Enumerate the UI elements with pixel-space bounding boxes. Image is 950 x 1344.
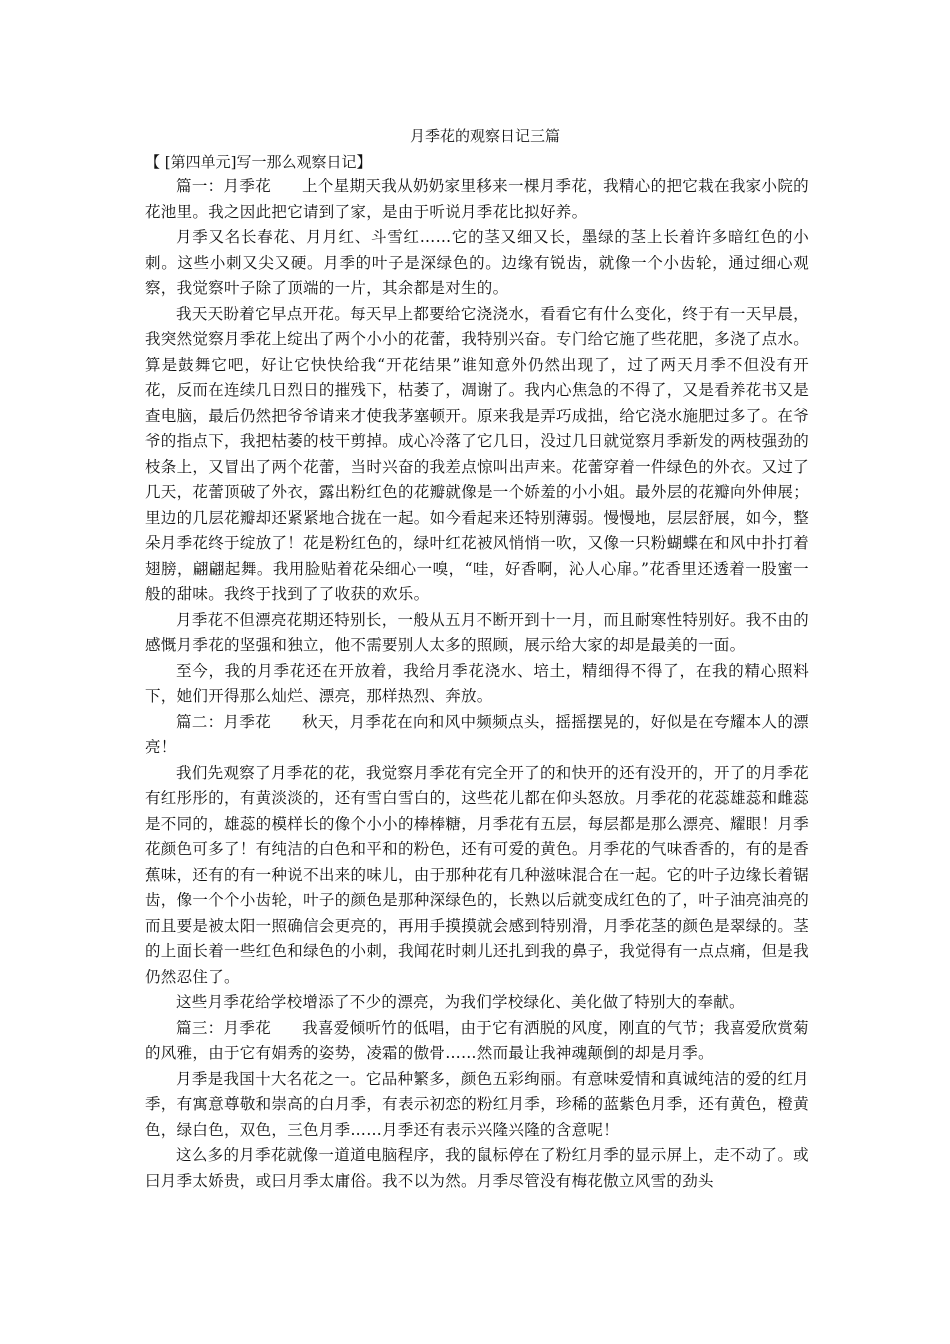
body-paragraph [145,608,809,659]
body-paragraph [145,302,809,608]
body-paragraph [145,990,809,1016]
body-paragraph [145,1067,809,1144]
paragraph-text: 月季是我国十大名花之一。它品种繁多，颜色五彩绚丽。有意味爱情和真诚纯洁的爱的红月季，有寓意尊敬和崇高的白月季，有表示初恋的粉红月季，珍稀的蓝紫色月季，还有黄色，橙黄色，绿白色，双色，三色月季……月季还有表示兴隆兴隆的含意呢！ [145,1069,809,1139]
paragraph-text: 我喜爱倾听竹的低唱，由于它有洒脱的风度，刚直的气节；我喜爱欣赏菊的风雅，由于它有娟秀的姿势，凌霜的傲骨……然而最让我神魂颠倒的却是月季。 [145,1018,809,1062]
paragraph-text: 上个星期天我从奶奶家里移来一棵月季花，我精心的把它栽在我家小院的花池里。我之因此把它请到了家，是由于听说月季花比拟好养。 [145,177,809,221]
paragraph-text: 秋天，月季花在向和风中频频点头，摇摇摆晃的，好似是在夸耀本人的漂亮！ [145,712,809,756]
paragraph-text: 我天天盼着它早点开花。每天早上都要给它浇浇水，看看它有什么变化，终于有一天早晨，我突然觉察月季花上绽出了两个小小的花蕾，我特别兴奋。专门给它施了些花肥，多浇了点水。算是鼓舞它吧，好让它快快给我“开花结果”谁知意外仍然出现了，过了两天月季不但没有开花，反而在连续几日烈日的摧残下，枯萎了，凋谢了。我内心焦急的不得了，又是看养花书又是查电脑，最后仍然把爷爷请来才使我茅塞顿开。原来我是弄巧成拙，给它浇水施肥过多了。在爷爷的指点下，我把枯萎的枝干剪掉。成心冷落了它几日，没过几日就觉察月季新发的两枝强劲的枝条上，又冒出了两个花蕾，当时兴奋的我差点惊叫出声来。花蕾穿着一件绿色的外衣。又过了几天，花蕾顶破了外衣，露出粉红色的花瓣就像是一个娇羞的小小姐。最外层的花瓣向外伸展；里边的几层花瓣却还紧紧地合拢在一起。如今看起来还特别薄弱。慢慢地，层层舒展，如今，整朵月季花终于绽放了！花是粉红色的，绿叶红花被风悄悄一吹，又像一只粉蝴蝶在和风中扑打着翅膀，翩翩起舞。我用脸贴着花朵细心一嗅，“哇，好香啊，沁人心扉。”花香里还透着一股蜜一般的甜味。我终于找到了了收获的欢乐。 [145,304,809,603]
chapter-heading: 篇三：月季花 [176,1018,272,1037]
paragraph-list [145,174,809,1194]
body-paragraph [145,225,809,302]
paragraph-text: 月季又名长春花、月月红、斗雪红……它的茎又细又长，墨绿的茎上长着许多暗红色的小刺。这些小刺又尖又硬。月季的叶子是深绿色的。边缘有锐齿，就像一个小齿轮，通过细心观察，我觉察叶子除了顶端的一片，其余都是对生的。 [145,228,809,297]
body-paragraph [145,1016,809,1067]
document-title: 月季花的观察日记三篇 [409,127,560,145]
body-paragraph [145,659,809,710]
paragraph-text: 至今，我的月季花还在开放着，我给月季花浇水、培土，精细得不得了，在我的精心照料下，她们开得那么灿烂、漂亮，那样热烈、奔放。 [145,661,809,705]
body-paragraph [145,710,809,761]
chapter-heading: 篇二：月季花 [176,712,272,731]
paragraph-text: 我们先观察了月季花的花，我觉察月季花有完全开了的和快开的还有没开的，开了的月季花有红彤彤的，有黄淡淡的，还有雪白雪白的，这些花儿都在仰头怒放。月季花的花蕊雄蕊和雌蕊是不同的，雄蕊的模样长的像个小小的棒棒糖，月季花有五层，每层都是那么漂亮、耀眼！月季花颜色可多了！有纯洁的白色和平和的粉色，还有可爱的黄色。月季花的气味香香的，有的是香蕉味，还有的有一种说不出来的味儿，由于那种花有几种滋味混合在一起。它的叶子边缘长着锯齿，像一个个小齿轮，叶子的颜色是那种深绿色的，长熟以后就变成红色的了，叶子油亮油亮的而且要是被太阳一照确信会更亮的，再用手摸摸就会感到特别滑，月季花茎的颜色是翠绿的。茎的上面长着一些红色和绿色的小刺，我闻花时刺儿还扎到我的鼻子，我觉得有一点点痛，但是我仍然忍住了。 [145,763,809,986]
document-page [145,124,809,1194]
unit-tag: 【 [第四单元]写一那么观察日记】 [145,153,372,171]
body-paragraph [145,174,809,225]
body-paragraph [145,761,809,991]
body-paragraph [145,1143,809,1194]
chapter-heading: 篇一：月季花 [176,177,272,195]
paragraph-text: 这么多的月季花就像一道道电脑程序，我的鼠标停在了粉红月季的显示屏上，走不动了。或曰月季太娇贵，或曰月季太庸俗。我不以为然。月季尽管没有梅花傲立风雪的劲头 [145,1146,809,1190]
paragraph-text: 这些月季花给学校增添了不少的漂亮，为我们学校绿化、美化做了特别大的奉献。 [176,993,745,1011]
paragraph-text: 月季花不但漂亮花期还特别长，一般从五月不断开到十一月，而且耐寒性特别好。我不由的感慨月季花的坚强和独立，他不需要别人太多的照顾，展示给大家的却是最美的一面。 [145,610,809,654]
